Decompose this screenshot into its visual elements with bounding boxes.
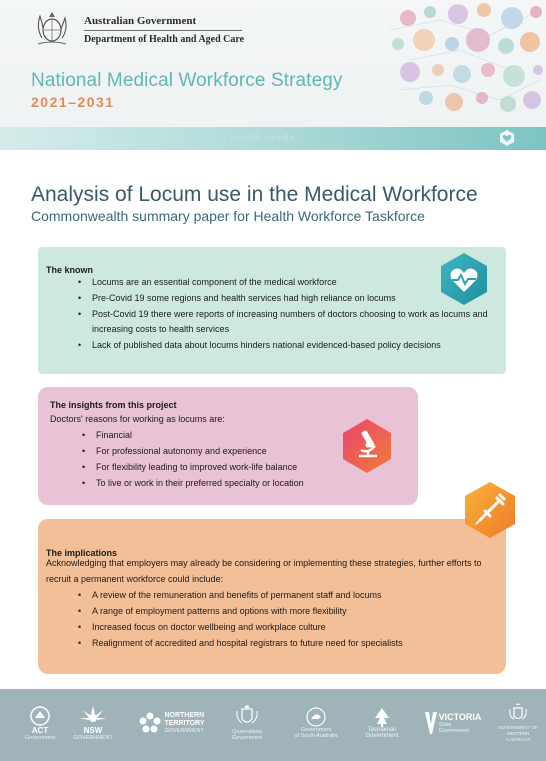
list-item-continuation: increasing costs to health services [92,324,230,334]
government-logo [28,8,244,48]
vic-government-logo [424,703,482,743]
department-name: Department of Health and Aged Care [84,34,245,45]
list-item: • Realignment of accredited and hospital registrars to future need for specialists [92,636,492,651]
strategy-years: 2021–2031 [31,94,115,110]
implications-heading: The implications [46,548,118,558]
vic-sub-label-1: State [438,721,452,728]
heart-pulse-icon [439,252,489,306]
act-government-logo [24,703,56,743]
wa-crest-icon [507,703,529,725]
sa-piping-shrike-icon [306,707,326,727]
tas-tree-icon [370,707,394,727]
qld-government-logo [228,703,266,743]
insights-heading: The insights from this project [50,400,177,410]
list-item: • Lack of published data about locums hinders national evidenced-based policy decisions [92,338,512,353]
implications-list [92,588,492,652]
sa-label-2: of South Australia [294,733,338,739]
list-item: • To live or work in their preferred specialty or location [96,476,396,491]
document-title: Analysis of Locum use in the Medical Workforce [31,183,478,206]
nsw-label: NSW [83,725,103,735]
list-item: • Increased focus on doctor wellbeing and workplace culture [92,620,492,635]
known-heading: The known [46,265,93,275]
syringe-icon [463,481,517,539]
header-banner [0,0,546,150]
nt-government-logo [136,703,208,743]
document-subtitle: Commonwealth summary paper for Health Workforce Taskforce [31,208,425,224]
people-collage [380,0,546,125]
waratah-icon [78,706,108,726]
tas-government-logo [360,703,404,743]
act-sub-label: Government [24,734,56,741]
band-text: health needs [230,133,295,144]
qld-sub-label: Government [231,735,263,741]
list-item: • A review of the remuneration and benefits of permanent staff and locums [92,588,492,603]
nt-sub-label: GOVERNMENT [164,728,204,734]
list-item: • Financial [96,428,396,443]
list-item: • Post-Covid 19 there were reports of increasing numbers of doctors choosing to work as locums and [92,307,512,322]
qld-label: Queensland [232,729,262,735]
wa-label-2: WESTERN AUSTRALIA [505,731,531,742]
gov-name: Australian Government [84,8,242,31]
implications-intro-line2: recruit a permanent workforce could include: [46,574,224,584]
implications-intro-line1: Acknowledging that employers may already be considering or implementing these strategies, further efforts to [46,558,482,568]
wa-label-1: GOVERNMENT OF [498,725,538,730]
crest-icon [28,8,76,48]
strategy-title: National Medical Workforce Strategy [31,70,343,91]
vic-v-icon [425,712,437,734]
nsw-government-logo [74,703,112,743]
insights-intro: Doctors' reasons for working as locums are: [50,414,225,424]
act-emblem-icon [29,706,51,726]
nt-flower-icon [139,712,161,734]
vic-sub-label-2: Government [438,727,469,734]
nt-label-1: NORTHERN [164,712,205,719]
list-item: • Locums are an essential component of the medical workforce [92,275,512,290]
heart-badge-icon [499,130,515,146]
list-item: • For flexibility leading to improved work-life balance [96,460,396,475]
qld-crest-icon [234,705,260,729]
act-label: ACT [31,725,49,735]
vic-label: VICTORIA [438,711,482,722]
tas-label-2: Government [365,733,399,739]
microscope-icon [341,418,393,474]
nt-label-2: TERRITORY [164,720,205,727]
sa-label-1: Government [300,727,332,733]
list-item: • For professional autonomy and experience [96,444,396,459]
list-item: • Pre-Covid 19 some regions and health services had high reliance on locums [92,291,512,306]
wa-government-logo [494,703,542,743]
sa-government-logo [290,703,342,743]
list-item: • A range of employment patterns and options with more flexibility [92,604,492,619]
nsw-sub-label: GOVERNMENT [73,734,113,741]
tas-label-1: Tasmanian [367,727,397,733]
